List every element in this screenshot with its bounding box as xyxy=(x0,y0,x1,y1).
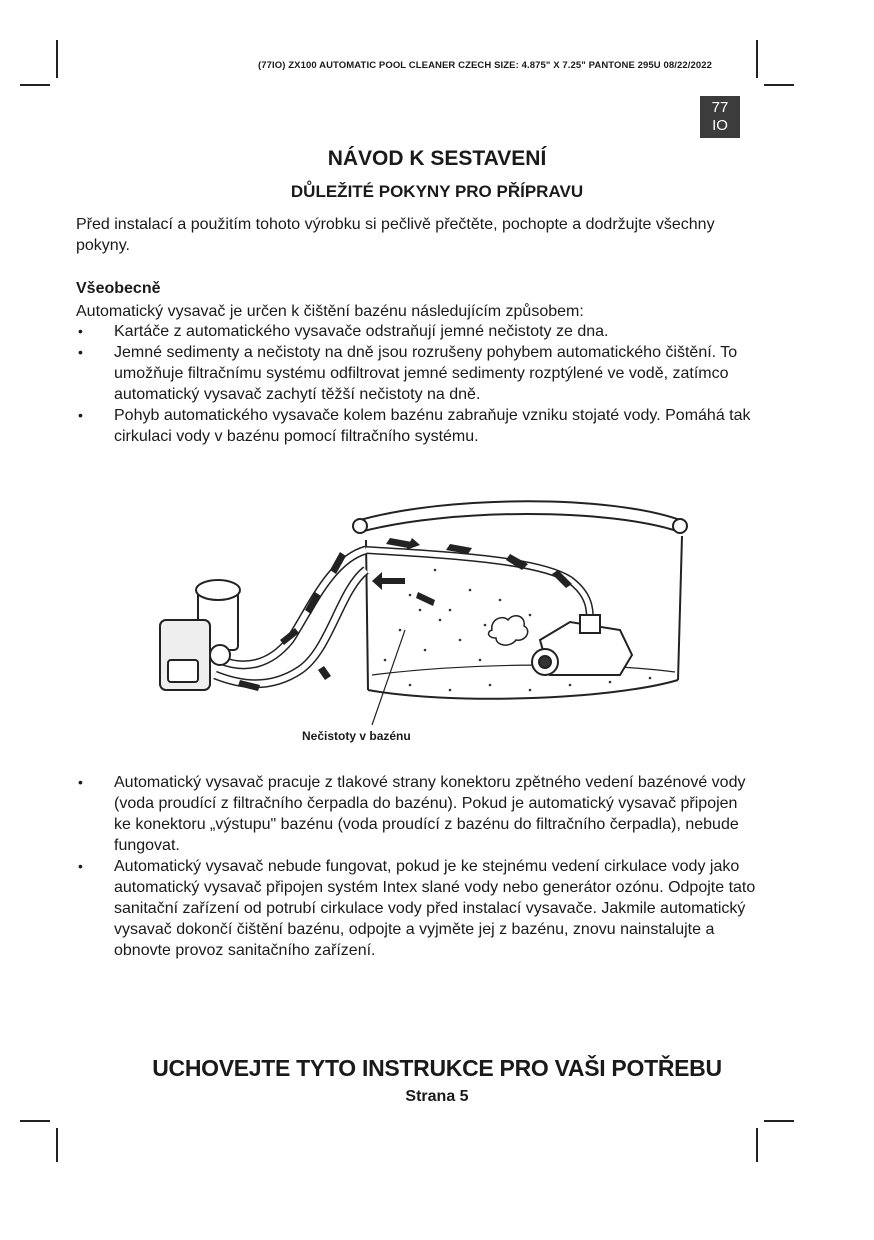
list-item-text: Kartáče z automatického vysavače odstraňují jemné nečistoty ze dna. xyxy=(114,323,609,340)
crop-mark-bottom-left-v xyxy=(56,1128,58,1162)
crop-mark-bottom-left-h xyxy=(20,1120,50,1122)
pool-cleaner-diagram xyxy=(150,500,710,740)
bullet-icon: • xyxy=(78,344,83,360)
bullet-icon: • xyxy=(78,858,83,874)
list-item xyxy=(76,856,756,961)
dust-cloud xyxy=(489,616,528,645)
list-item-text: Pohyb automatického vysavače kolem bazénu zabraňuje vzniku stojaté vody. Pomáhá tak cirkulaci vody v bazénu pomocí filtračního systému. xyxy=(114,407,751,445)
general-bullet-list xyxy=(76,321,756,447)
crop-mark-top-right-v xyxy=(756,40,758,78)
crop-mark-top-right-h xyxy=(764,84,794,86)
footer-title: UCHOVEJTE TYTO INSTRUKCE PRO VAŠI POTŘEBU xyxy=(152,1055,722,1081)
general-lead: Automatický vysavač je určen k čištění bazénu následujícím způsobem: xyxy=(76,303,584,320)
bullet-icon: • xyxy=(78,323,83,339)
crop-mark-top-left-h xyxy=(20,84,50,86)
section-heading-general: Všeobecně xyxy=(76,280,161,297)
print-spec-line: (77IO) ZX100 AUTOMATIC POOL CLEANER CZECH SIZE: 4.875" X 7.25" PANTONE 295U 08/22/2022 xyxy=(258,60,713,71)
page-code-suffix: IO xyxy=(712,117,728,134)
bullet-icon: • xyxy=(78,407,83,423)
bullet-icon: • xyxy=(78,774,83,790)
pool-cleaner-robot xyxy=(532,615,632,675)
notes-bullet-list xyxy=(76,772,756,961)
crop-mark-bottom-right-h xyxy=(764,1120,794,1122)
page-subtitle: DŮLEŽITÉ POKYNY PRO PŘÍPRAVU xyxy=(290,182,584,201)
list-item-text: Jemné sedimenty a nečistoty na dně jsou rozrušeny pohybem automatického čištění. To umožňuje filtračnímu systému odfiltrovat jemné sedimenty rozptýlené ve vodě, zatímco automatický vysavač zachytí těžší nečistoty na dně. xyxy=(114,344,738,403)
crop-mark-bottom-right-v xyxy=(756,1128,758,1162)
list-item xyxy=(76,405,756,447)
page-title: NÁVOD K SESTAVENÍ xyxy=(327,147,547,170)
page-code-badge xyxy=(700,96,740,138)
caption-pointer xyxy=(372,630,405,725)
list-item xyxy=(76,321,756,342)
crop-mark-top-left-v xyxy=(56,40,58,78)
pool-illustration xyxy=(353,501,687,698)
intro-paragraph: Před instalací a použitím tohoto výrobku si pečlivě přečtěte, pochopte a dodržujte všechny pokyny. xyxy=(76,216,715,254)
filter-pump xyxy=(160,580,240,690)
list-item xyxy=(76,772,756,856)
list-item-text: Automatický vysavač pracuje z tlakové strany konektoru zpětného vedení bazénové vody (voda proudící z filtračního čerpadla do bazénu). Pokud je automatický vysavač připojen ke konektoru „výstupu" bazénu (voda proudící z bazénu do filtračního čerpadla), nebude fungovat. xyxy=(114,774,746,854)
page-code-number: 77 xyxy=(711,99,729,116)
flow-arrows xyxy=(238,538,572,691)
list-item xyxy=(76,342,756,405)
page-number: Strana 5 xyxy=(405,1088,469,1105)
diagram-caption: Nečistoty v bazénu xyxy=(302,729,411,743)
list-item-text: Automatický vysavač nebude fungovat, pokud je ke stejnému vedení cirkulace vody jako automatický vysavač připojen systém Intex slané vody nebo generátor ozónu. Odpojte tato sanitační zařízení od potrubí cirkulace vody před instalací vysavače. Jakmile automatický vysavač dokončí čištění bazénu, odpojte a vyjměte jej z bazénu, znovu nainstalujte a obnovte provoz sanitačního zařízení. xyxy=(114,858,756,959)
